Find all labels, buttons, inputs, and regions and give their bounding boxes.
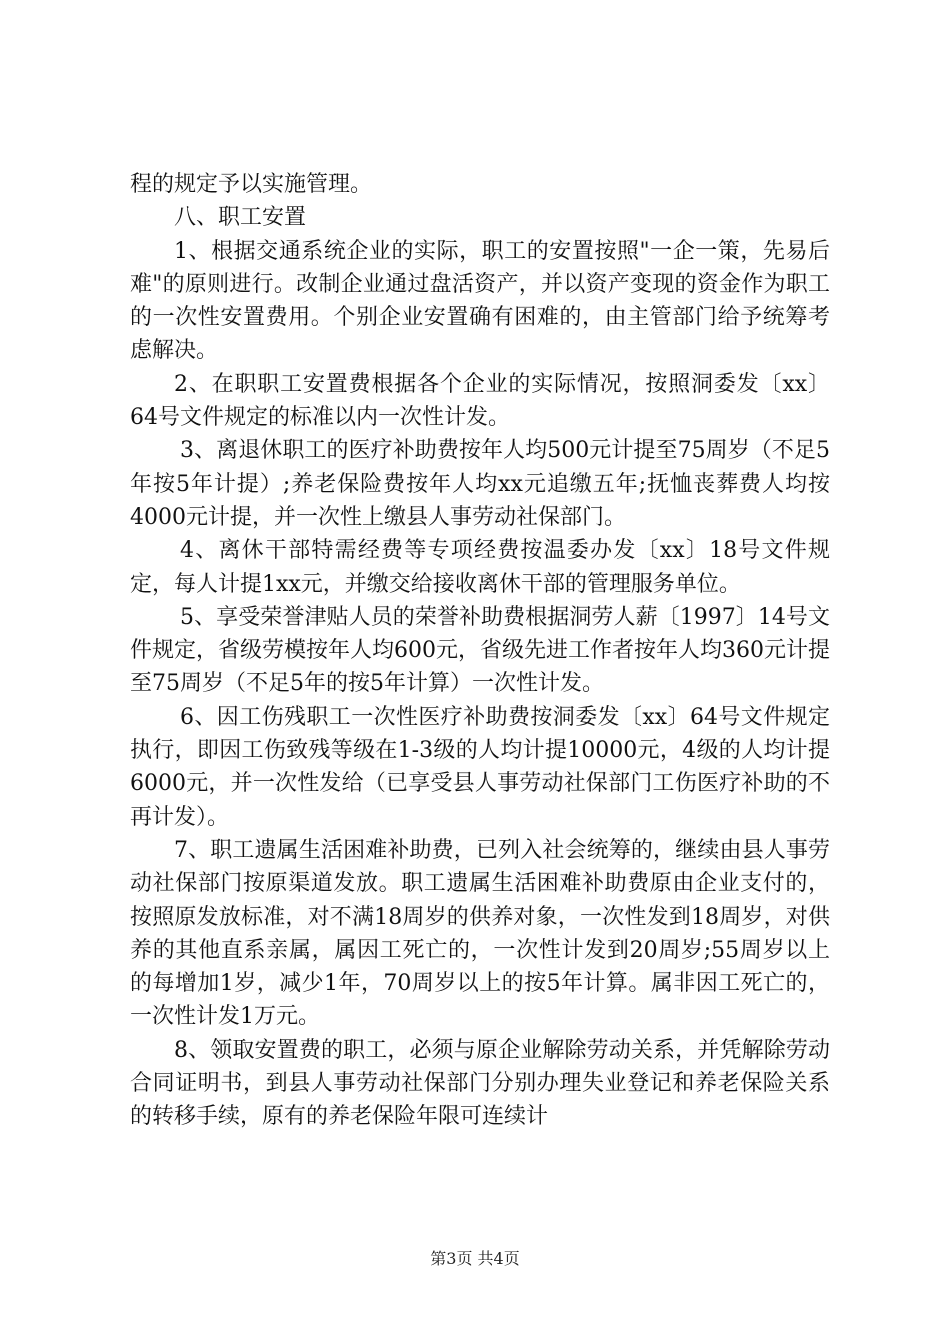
paragraph-1: 1、根据交通系统企业的实际，职工的安置按照"一企一策，先易后难"的原则进行。改制企业通过盘活资产，并以资产变现的资金作为职工的一次性安置费用。个别企业安置确有困难的，由主管部门给予统筹考虑解决。: [130, 238, 830, 364]
paragraph-3: 3、离退休职工的医疗补助费按年人均500元计提至75周岁（不足5年按5年计提）;养老保险费按年人均xx元追缴五年;抚恤丧葬费人均按4000元计提，并一次性上缴县人事劳动社保部门。: [130, 438, 830, 530]
paragraph-4: 4、离休干部特需经费等专项经费按温委办发〔xx〕18号文件规定，每人计提1xx元，并缴交给接收离休干部的管理服务单位。: [130, 538, 830, 597]
intro-line: 程的规定予以实施管理。: [130, 172, 373, 197]
paragraph-8: 8、领取安置费的职工，必须与原企业解除劳动关系，并凭解除劳动合同证明书，到县人事劳动社保部门分别办理失业登记和养老保险关系的转移手续，原有的养老保险年限可连续计: [130, 1037, 830, 1130]
paragraph-5: 5、享受荣誉津贴人员的荣誉补助费根据洞劳人薪〔1997〕14号文件规定，省级劳模按年人均600元，省级先进工作者按年人均360元计提至75周岁（不足5年的按5年计算）一次性计发。: [130, 604, 830, 697]
page-number-label: 第3页 共4页: [430, 1249, 520, 1268]
section-heading: 八、职工安置: [174, 205, 307, 231]
paragraph-7: 7、职工遗属生活困难补助费，已列入社会统筹的，继续由县人事劳动社保部门按原渠道发放。职工遗属生活困难补助费原由企业支付的，按照原发放标准，对不满18周岁的供养对象，一次性发到18周岁，对供养的其他直系亲属，属因工死亡的，一次性计发到20周岁;55周岁以上的每增加1岁，减少1年，70周岁以上的按5年计算。属非因工死亡的，一次性计发1万元。: [130, 837, 830, 1030]
paragraph-6: 6、因工伤残职工一次性医疗补助费按洞委发〔xx〕64号文件规定执行，即因工伤致残等级在1-3级的人均计提10000元，4级的人均计提6000元，并一次性发给（已享受县人事劳动社保部门工伤医疗补助的不再计发）。: [130, 704, 830, 830]
paragraph-2: 2、在职职工安置费根据各个企业的实际情况，按照洞委发〔xx〕64号文件规定的标准以内一次性计发。: [130, 371, 830, 431]
document-body: [130, 168, 830, 1134]
page-footer: [0, 1249, 950, 1269]
